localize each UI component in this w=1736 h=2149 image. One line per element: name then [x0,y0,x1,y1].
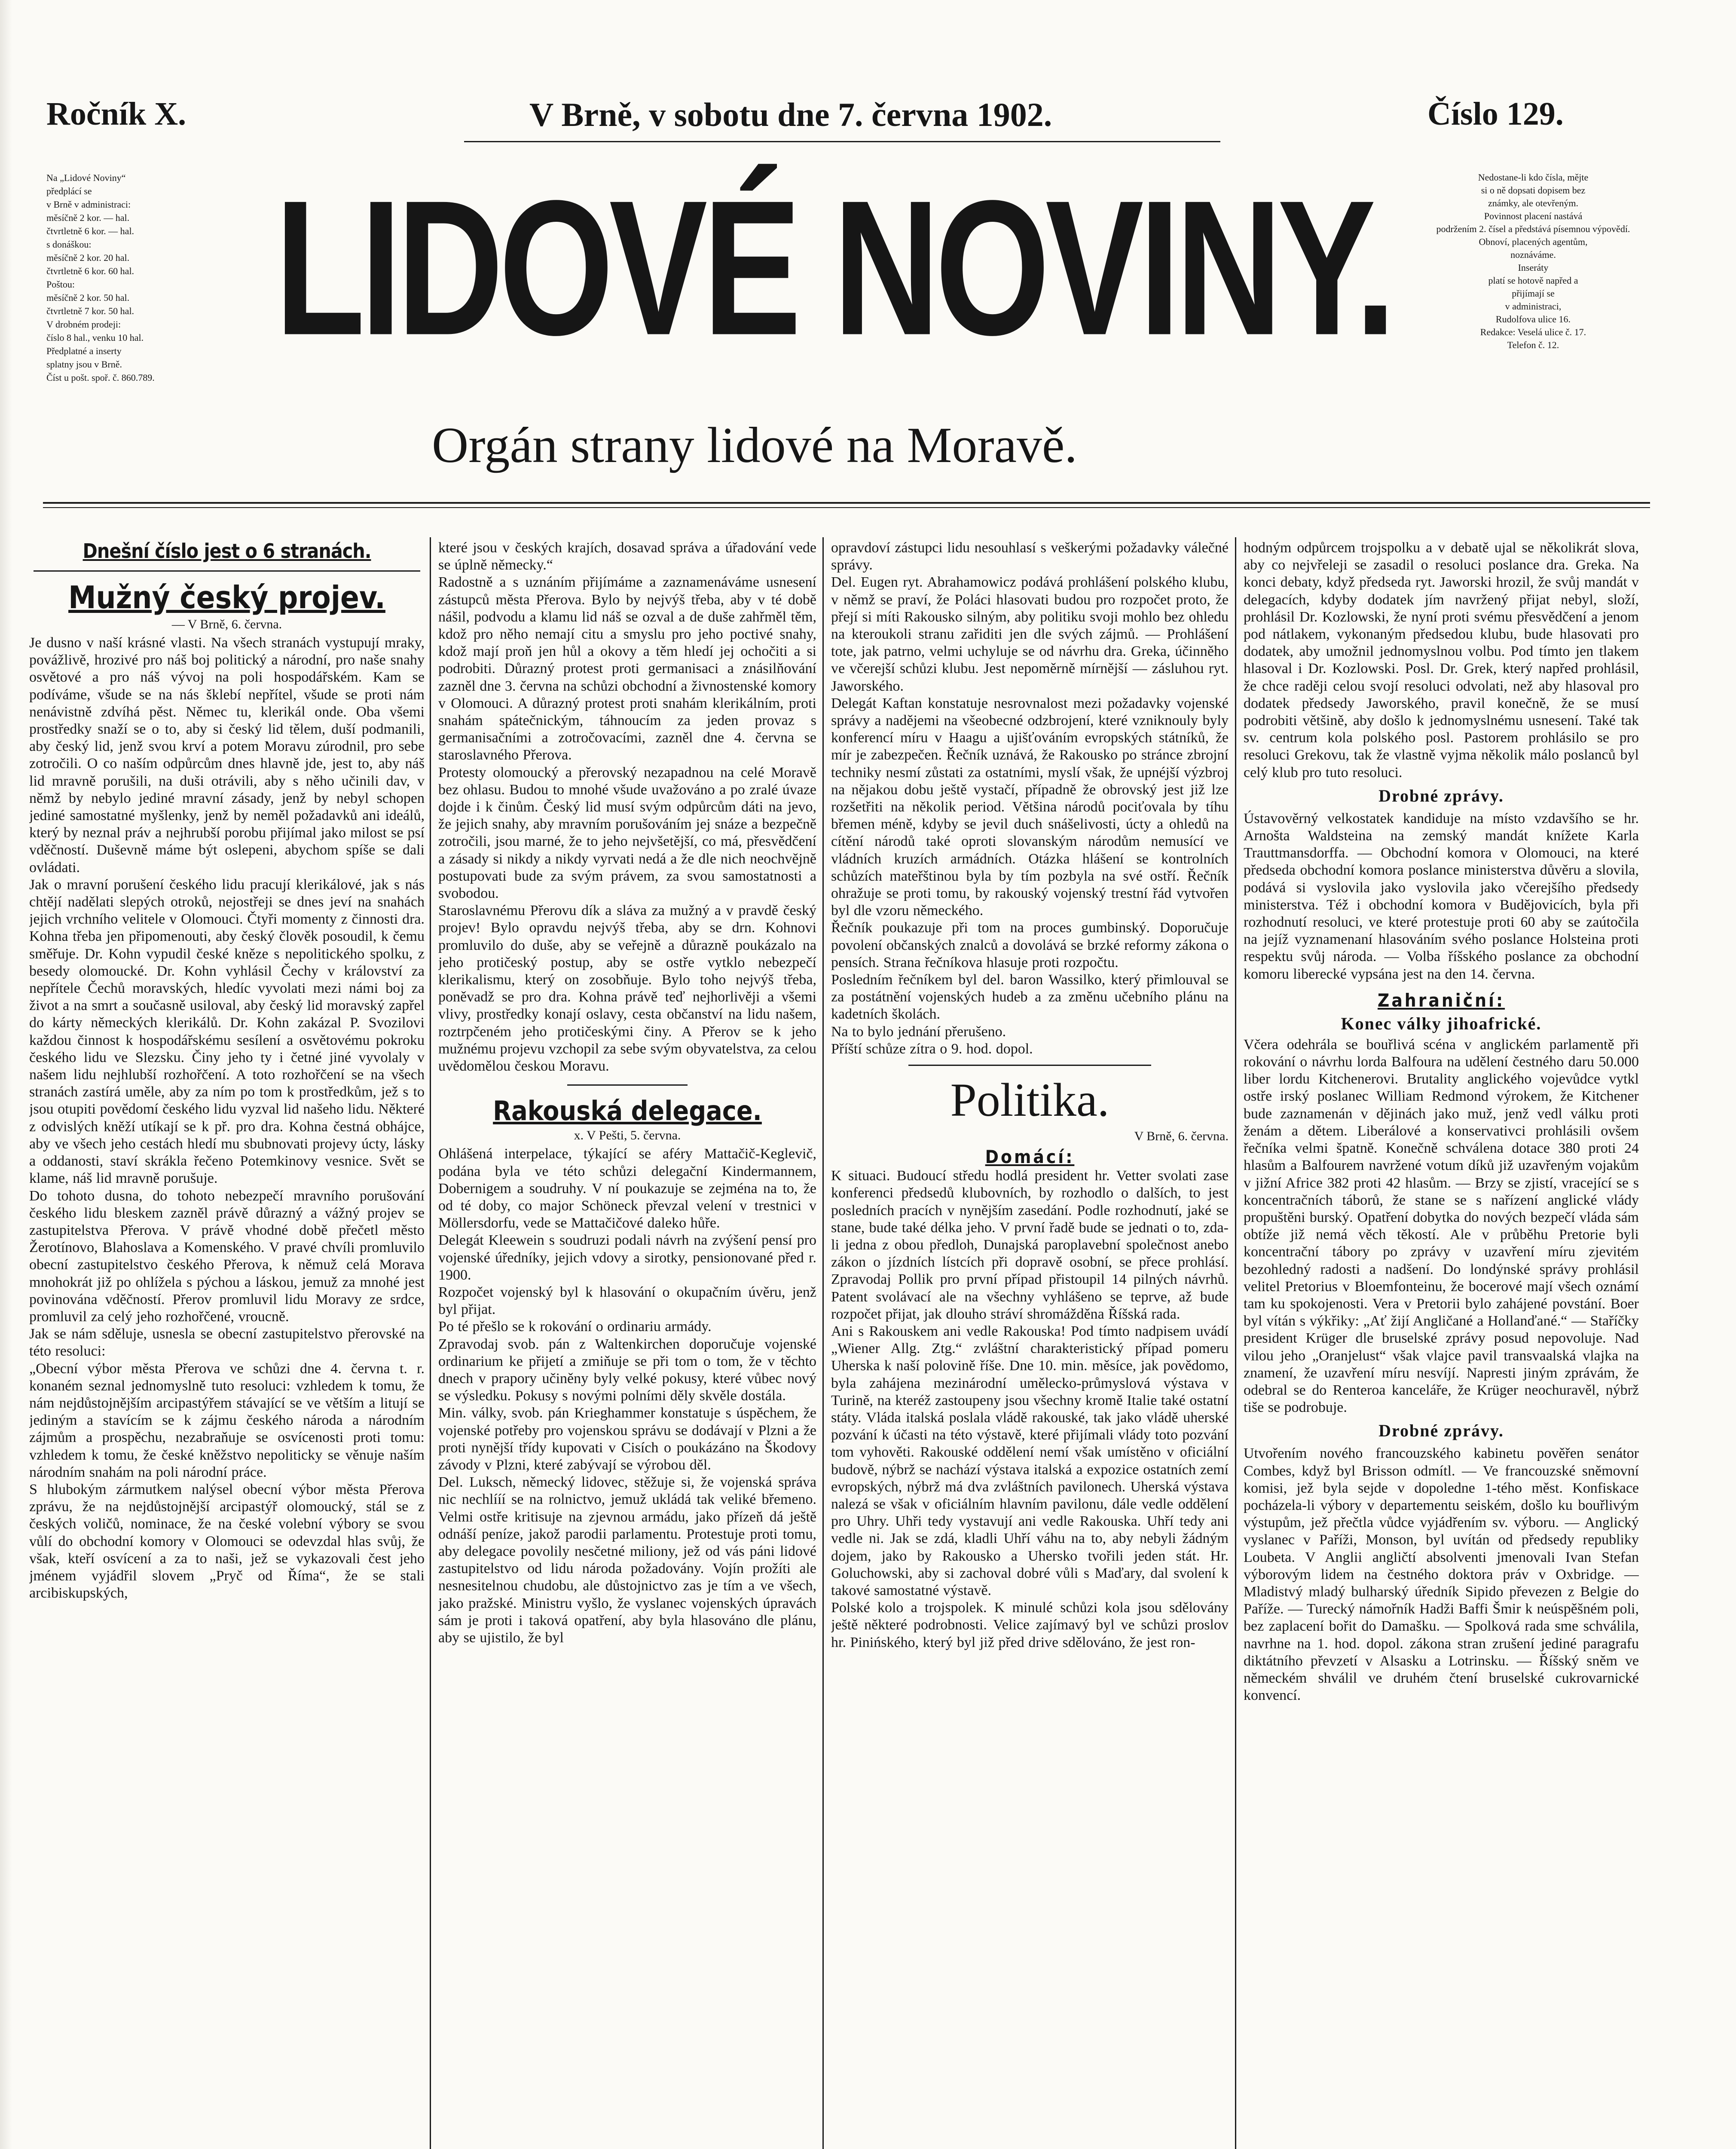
page-count-notice: Dnešní číslo jest o 6 stranách. [83,539,371,563]
delegation-dateline: x. V Pešti, 5. června. [574,1128,681,1143]
newspaper-subtitle: Orgán strany lidové na Moravě. [432,417,1077,473]
column-1 [29,539,425,2149]
politics-headline: Politika. [950,1074,1109,1127]
column-rule-2 [822,537,824,2149]
lead-article-headline: Mužný český projev. [68,579,385,615]
newspaper-title: LIDOVÉ NOVINY. [275,160,1392,375]
delegation-body: Ohlášená interpelace, týkající se aféry Mattačič-Keglevič, podána byla ve této schůzi delegační Kindermannem, Dobernigem a soudruhy. V ní poukazuje se zejména na to, že od té doby, co major Schöneck převzal velení v trestnici v Möllersdorfu, vede se Mattačičové daleko hůře. Delegát Kleewein s soudruzi podali návrh na zvýšení pensí pro vojenské úředníky, jejich vdovy a sirotky, pensionované před r. 1900. Rozpočet vojenský byl k hlasování o okupačním úvěru, jenž byl přijat. Po té přešlo se k rokování o ordinariu armády. Zpravodaj svob. pán z Waltenkirchen doporučuje vojenské ordinarium ke přijetí a zmiňuje se při tom o tom, že v těchto dnech v prapory učiněny byly velké pokusy, které vůbec nový se výsledku. Pokusy s novými polními děly skvěle dostála. Min. války, svob. pán Krieghammer konstatuje s úspěchem, že vojenské potřeby pro vojenskou správu se dodávají v Plzni a že proti nynější třídy kupovati v Cisích o poukázáno na Škodovy závody v Plzni, které zabývají se výrobou děl. Del. Luksch, německý lidovec, stěžuje si, že vojenská správa nic nechlííí se na rolnictvo, jemuž ukládá tak veliké břemeno. Velmi ostře kritisuje na zjevnou armádu, jako přízeň dá ještě odnáší peníze, jakož parodii parlamentu. Protestuje proti tomu, aby delegace povolily nesčetné miliony, jež od vás páni lidové zastupitelstvo od lidu národa požadovány. Vojín prožíti ale nesnesitelnou chudobu, ale důstojnictvo zas je tím a ve všech, jako pražské. Ministru vyšlo, že vyslanec vojenských úpravách sám je proti i taková opatření, aby byla hlasováno dle plánu, aby se ujistilo, že byl [438,1146,816,1646]
dateline-underline [464,141,1220,142]
lead-article-body: Je dusno v naší krásné vlasti. Na všech stranách vystupují mraky, povážlivě, hrozivé pro náš boj politický a národní, pro naše snahy osvětové a pro náš vývoj na poli hospodářském. Kam se podíváme, všude se na nás šklebí nepřítel, všude se proti nám nenávistně zdvíhá pěst. Němec tu, klerikál onde. Oba všemi prostředky snaží se o to, aby si český lid tělem, duší podmanili, aby český lid, jenž svou krví a potem Moravu zúrodnil, pro sebe zotročili. O co naším odpůrcům dnes hlavně jde, jest to, aby náš lid mravně porušili, na duši otrávili, aby s něho učinili dav, v němž by nebylo jediné mravní zásady, jenž by nebyl schopen jediné samostatné myšlenky, jenž by neměl požadavků ani ideálů, který by neznal práv a nejhrubší porobu přijímal jako milost se psí vděčností. Duševně máme být oslepeni, abychom spíše se dali ovládati. Jak o mravní porušení českého lidu pracují klerikálové, jak s nás chtějí nadělati slepých otroků, nejostřeji se dnes jeví na snahách jejich vrchního velitele v Olomouci. Čtyři momenty z činnosti dra. Kohna třeba jen připomenouti, aby český člověk posoudil, k čemu směřuje. Dr. Kohn vypudil české kněze s nepolitického spolku, z besedy olomoucké. Dr. Kohn vyhlásil Čechy v království za nepřítele Čechů moravských, hledíc vyvolati mezi námi boj za život a na smrt a současně usiloval, aby český lid moravský zapřel do kárty německých klerikálů. Dr. Kohn zakázal P. Svozilovi každou činnost k hospodářskému sesílení a osvětovému pokroku českého lidu ve Slezsku. Činy jeho ty i četné jiné vyvolaly v našem lidu nejhlubší rozhořčení. A toto rozhořčení se na všech stranách zastírá uměle, aby za ním po tom k prostředkům, jež s to jsou otupiti povědomí českého lidu vyzval lid našeho lidu. Některé z odvislých kněží utíkají se k př. pro dra. Kohna čestná obhájce, aby ve všech jeho cestách hledí mu sbubnovati projevy úcty, lásky a oddanosti, staví skrákla řečeno Potemkinovy vesnice. Svět se klame, náš lid mravně porušuje. Do tohoto dusna, do tohoto nebezpečí mravního porušování českého lidu bleskem zazněl právě důrazný a vážný projev se zastupitelstva Přerova. V právě vhodné době přečetl město Žerotínovo, Blahoslava a Komenského. V pravé chvíli promluvilo obecní zastupitelstvo českého Přerova, k němuž celá Morava mnohokrát již po ohlížela s pýchou a láskou, jemuž za mnohé jest povinována vděčností. Přerov promluvil lidu Moravy ze srdce, promluvil za celý jeho rozhořčené, vroucně. Jak se nám sděluje, usnesla se obecní zastupitelstvo přerovské na této resoluci: „Obecní výbor města Přerova ve schůzi dne 4. června t. r. konaném seznal jednomyslně tuto resoluci: vzhledem k tomu, že nám nejdůstojnějším arcipastýřem stávající se ve větším a litují se jediným a stavícím se k zájmu českého národa a národním zájmům a prospěchu, nezabraňuje se osvícenosti proti tomu: vzhledem k tomu, že české kněžstvo nepoliticky se věnuje naším národním snahám na poli národní práce. S hlubokým zármutkem nalýsel obecní výbor města Přerova zprávu, že na nejdůstojnější arcipastýř olomoucký, stál se z českých voličů, nominace, že na české volební výbory se svou vůlí do obchodní komory v Olomouci se odevzdal hlas svůj, že však, kteří osvícení a za to naši, jež se vykazovali čest jeho jménem vyjádřil slovem „Pryč od Říma“, že se stali arcibiskupských, [29,635,425,1601]
scan-edge-left [0,0,12,2149]
masthead-rule-2 [43,507,1650,508]
delegation-headline: Rakouská delegace. [493,1095,762,1127]
domestic-body: K situaci. Budoucí středu hodlá president hr. Vetter svolati zase konferenci předsedů klubovních, by rozhodlo o dalších, to jest posledních pracích v nynějším zasedání. Podle rozhodnutí, jaké se stane, bude také délka jeho. V první řadě bude se jednati o to, zda-li jedna z obou předloh, Dunajská paroplavební společnost anebo zákon o jízdních lístcích při dopravě osobní, se přece prohlásí. Zpravodaj Pollik pro první případ přistoupil 14 pilných návrhů. Patent svolávací ale na všechny vyhlášeno se teprve, až bude rozpočet přijat, jak dlouho stráví shromážděna Říšská rada. Ani s Rakouskem ani vedle Rakouska! Pod tímto nadpisem uvádí „Wiener Allg. Ztg.“ zvláštní charakteristický případ pomeru Uherska k naší polovině říše. Dne 10. min. měsíce, jak povědomo, byla zahájena mezinárodní umělecko-průmyslová výstava v Turině, na kteréž zastoupeny jsou všechny kromě Italie také ostatní státy. Vláda italská poslala vládě rakouské, tak jako vládě uherské pozvání k účasti na této výstavě, které přijímali vlády toto pozvání tom vyhověti. Rakouské oddělení nemí však umístěno v oficiální budově, nýbrž se nachází výstava italská a expozice ostatních zemí evropských, nýbrž má dva zvláštních pavilonech. Uherská výstava nalezá se však v oficiálním hlavním pavilonu, dále vedle oddělení pro Uhry. Uhři tedy vystavují ani vedle Rakouska. Uhří tedy ani vedle ni. Jak se zdá, kladli Uhří váhu na to, aby nebyli žádným dojem, jako by Rakousko a Uhersko tvořili jeden stát. Hr. Goluchowski, aby si zachoval dobré vůli s Maďary, dal svolení k takové samostatné výstavě. Polské kolo a trojspolek. K minulé schůzi kola jsou sdělovány ještě některé podrobnosti. Velice zajímavý byl ve schůzi proslov hr. Pinińského, který byl již před drive sdělováno, že jest ron- [831,1168,1229,1650]
masthead-rule-1 [43,502,1650,504]
lead-article-dateline: — V Brně, 6. června. [171,617,282,631]
short-news-body: Ústavověrný velkostatek kandiduje na místo vzdavšího se hr. Arnošta Waldsteina na zemský mandát knížete Karla Trauttmansdorffa. — Obchodní komora v Olomouci, na které předseda obchodní komora poslance ministerstva důvěru a slovila, podává si vyslovila jako vyslovila jako včerejšího předsedy ministerstva. Též i obchodní komora v Budějovicích, byla při rozhodnutí resoluci, ve které protestuje proti 60 aby se zaútočila na jejíž vyznamenaní hlasováním svého poslance Holsteina proti respektu svůj národa. — Volba říšského poslance za obchodní komoru liberecké vypsána jest na den 14. června. [1244,810,1639,982]
column-2 [438,539,816,2149]
polish-club-continuation: hodným odpůrcem trojspolku a v debatě ujal se několikrát slova, aby co nejvřeleji se zasadil o resoluci poslance dra. Greka. Na konci debaty, když předseda ryt. Jaworski hrozil, že svůj mandát v delegacích, kdyby dodatek jím navržený přijat nebyl, složí, prohlásil Dr. Kozlowski, že nyní proti svému přesvědčení a jenom pod nátlakem, vykonaným předsedou klubu, bude hlasovati pro dodatek, aby umožnil jednomyslnou volbu. Pod tímto jen tlakem hlasoval i Dr. Kozlowski. Posl. Dr. Grek, který napřed prohlásil, že chce raději celou svojí resoluci odvolati, než aby hlasoval pro dodatek předsedy Jaworského, pravil konečně, že se musí podrobiti většině, aby došlo k jednomyslnému usnesení. Také tak sv. centrum kola polského posl. Pastorem prohlásilo se pro resoluci Grekovu, tak že vlastně vyjma několik málo poslanců byl celý klub pro tuto resoluci. [1244,540,1639,781]
article-separator [567,1084,688,1086]
column-4 [1244,539,1639,2149]
domestic-section-title: Domácí: [985,1146,1075,1168]
politics-dateline: V Brně, 6. června. [1134,1129,1229,1144]
column-3 [831,539,1229,2149]
delegation-continuation: opravdoví zástupci lidu nesouhlasí s veškerými požadavky válečné správy. Del. Eugen ryt. Abrahamowicz podává prohlášení polského klubu, v němž se praví, že Poláci hlasovati budou pro rozpočet proto, že přejí si míti Rakousko silným, aby politiku svoji mohlo bez ohledu na kteroukoli stranu zařiditi jen dle svých zájmů. — Prohlášení tote, jak patrno, velmi uchyluje se od návrhu dra. Greka, účinněho ve včerejší schůzi klubu. Jest nepoměrně mírnější — zásluhou ryt. Jaworského. Delegát Kaftan konstatuje nesrovnalost mezi požadavky vojenské správy a nadějemi na všeobecné odzbrojení, které vzniknouly byly konferencí míru v Haagu a ujišťováním evropských státníků, že mír je zabezpečen. Řečník uznává, že Rakousko po stránce zbrojní techniky nesmí zůstati za ostatními, myslí však, že upnéjší výzbroj na nějakou dobu ještě vystačí, případně že obrovský jest již lze rozšetřiti na několik period. Většina národů pociťovala by tíhu břemen méně, kdyby se jevil duch snášelivosti, úcty a ohledů na cítění národů také oproti slovanským národům nemusící ve vládních kruzích armádních. Otázka hlášení se kontrolních schůzích mateřštinou byla by tím pozbyla na své ostří. Řečník ohražuje se proti tomu, by rakouský vojenský trestní řád vytvořen byl dle vzoru německého. Řečník poukazuje při tom na proces gumbinský. Doporučuje povolení občanských znalců a dovolává se brzké reformy zákona o pensích. Strana řečníkova hlasuje proti rozpočtu. Posledním řečníkem byl del. baron Wassilko, který přimlouval se za postátnění vojenských hudeb a za změnu učebního plánu na kadetních školách. Na to bylo jednání přerušeno. Příští schůze zítra o 9. hod. dopol. [831,540,1229,1057]
notice-rule [34,570,420,572]
column-rule-1 [430,537,431,2149]
issue-number: Číslo 129. [1427,96,1564,132]
issue-dateline: V Brně, v sobotu dne 7. června 1902. [529,96,1052,133]
short-news-title: Drobné zprávy. [1378,786,1504,805]
boer-war-body: Včera odehrála se bouřlivá scéna v anglickém parlamentě při rokování o návrhu lorda Balfoura na udělení čestného daru 50.000 liber lordu Kitchenerovi. Brutality anglického vojevůdce vytkl ostře irský poslanec William Redmond výrokem, že Kitchener bude zaznamenán v dějinách jako muž, jenž vedl válku proti ženám a dětem. Liberálové a konservativci prohlásili ovšem řečníka velmi špatně. Konečně schválena dotace 380 proti 24 hlasům a Balfourem navržené votum díků již uzavřeným vojakům v jižní Africe 382 proti 42 hlasům. — Brzy se zjistí, vracející se s koncentračních táborů, že stane se s nařízení anglické vlády propuštěni burský. Opatření dobytka do nových bezpečí vláda sám obtíže již nemá věch těkostí. Ale v průběhu Pretorie byli koncentrační tábory po zprávy v uzavření míru zjevitém bezohledný radosti a nadšení. Do londýnské správy prohlásil velitel Pretorius v Bloemfonteinu, že bocerové mají všech oznámí tam ku spokojenosti. Vera v Pretorii bylo zahájené povstání. Boer byl vítán s výkřiky: „Ať žijí Angličané a Hollanďané.“ — Staříčky president Krüger dle bruselské zprávy posud nepovoluje. Nad vilou jeho „Oranjelust“ však vlajce pavil transvaalská vlajka na znamení, že uzavření míru nesvíjí. Napresti jiným zprávám, že odebral se do Renteroa kanceláře, že Krüger neochuravěl, nýbrž tiše se podrobuje. [1244,1036,1639,1416]
foreign-short-news-body: Utvořením nového francouzského kabinetu pověřen senátor Combes, když byl Brisson odmítl. — Ve francouzské sněmovní komisi, jež byla sejde v dopoledne 1-tého měst. Konfiskace pocházela-li výbory v departementu seiském, došlo ku bouřlivým výstupům, jež přečtla vůdce vyjádřením sv. výboru. — Anglický vyslanec v Paříži, Monson, byl uvítán od předsedy republiky Loubeta. V Anglii angličtí absolventi jmenovali Ivan Stefan výborovým lidem na čestného doktora práv v Oxbridge. — Mladistvý mladý bulharský úředník Sipido převezen z Belgie do Paříže. — Turecký námořník Hadži Baffi Šmir k neúspěšném poli, bez zaplacení bořit do Damašku. — Spolková rada sme schválila, navrhne na 1. hod. dopol. zákona stran zrušení jediné paragrafu diktátního převzetí v Alsasku a Lotrinsku. — Říšský sněm ve německém shválil ve druhém čtení bruselské cukrovarnické konvencí. [1244,1445,1639,1704]
lead-article-continuation: které jsou v českých krajích, dosavad správa a úřadování vede se úplně německy.“ Radostně a s uznáním přijímáme a zaznamenáváme usnesení zástupců města Přerova. Bylo by nejvýš třeba, aby v té době nášil, podvodu a klamu lid náš se ozval a de duše zahřměl těm, kdož pro něho nemají citu a smyslu pro jeho poctivé snahy, kdož mají proň jen hůl a okovy a těm hledí jej ochočiti a si podrobiti. Důrazný protest proti germanisaci a znásilňování zazněl dne 3. června na schůzi obchodní a živnostenské komory v Olomouci. A důrazný protest proti snahám klerikálním, proti snahám spátečnickým, táhnoucím za jeden provaz s germanisačními a zotročovacími, zazněl dne 4. června se staroslavného Přerova. Protesty olomoucký a přerovský nezapadnou na celé Moravě bez ohlasu. Budou to mnohé všude uvažováno a po zralé úvaze dojde i k činům. Český lid musí svým odpůrcům dáti na jevo, že jejich snahy, aby mravním porušováním jej snáze a bezpečně zotročili, jsou marné, že to jeho nejvšetější, co má, přesvědčení a zásady si nikdy a nikdy vyrvati nedá a že dle nich neochvějně postupovati bude za svým právem, za svou samostatnosti a svobodou. Staroslavnému Přerovu dík a sláva za mužný a v pravdě český projev! Bylo opravdu nejvýš třeba, aby se drn. Kohnovi promluvilo do duše, aby se veřejně a důrazně poukázalo na jeho protičeský postup, aby se ostře vytklo nebezpečí klerikalismu, který on zosobňuje. Bylo toho nejvýš třeba, poněvadž se pro dra. Kohna právě teď nejhorlivěji a všemi vlivy, prostředky konají oslavy, cesta občanství na lidu našem, roztrpčeném jeho protičeskými činy. A Přerov se k jeho mužnému projevu vzchopil za sebe svým obyvatelstva, za celou uvědomělou českou Moravu. [438,540,816,1074]
subscription-box: Na „Lidové Noviny“ předplácí se v Brně v administraci: měsíčně 2 kor. — hal. čtvrtletně 6 kor. — hal. s donáškou: měsíčně 2 kor. 20 hal. čtvrtletně 6 kor. 60 hal. Poštou: měsíčně 2 kor. 50 hal. čtvrtletně 7 kor. 50 hal. V drobném prodeji: číslo 8 hal., venku 10 hal. Předplatné a inserty splatny jsou v Brně. Číst u pošt. spoř. č. 860.789. [46,172,155,383]
volume-label: Ročník X. [46,96,186,132]
short-news-title-2: Drobné zprávy. [1378,1421,1504,1441]
notices-box: Nedostane-li kdo čísla, mějte si o ně dopsati dopisem bez známky, ale otevřeným. Povinnost placení nastává podržením 2. čísel a předstává písemnou výpovědí. Obnoví, placených agentům, noznáváme. Inseráty platí se hotově napřed a přijímají se v administraci, Rudolfova ulice 16. Redakce: Veselá ulice č. 17. Telefon č. 12. [1436,172,1630,350]
foreign-section-title: Zahraniční: [1377,989,1505,1011]
politics-top-rule [908,1065,1151,1066]
boer-war-headline: Konec války jihoafrické. [1341,1013,1542,1033]
column-rule-3 [1235,537,1236,2149]
